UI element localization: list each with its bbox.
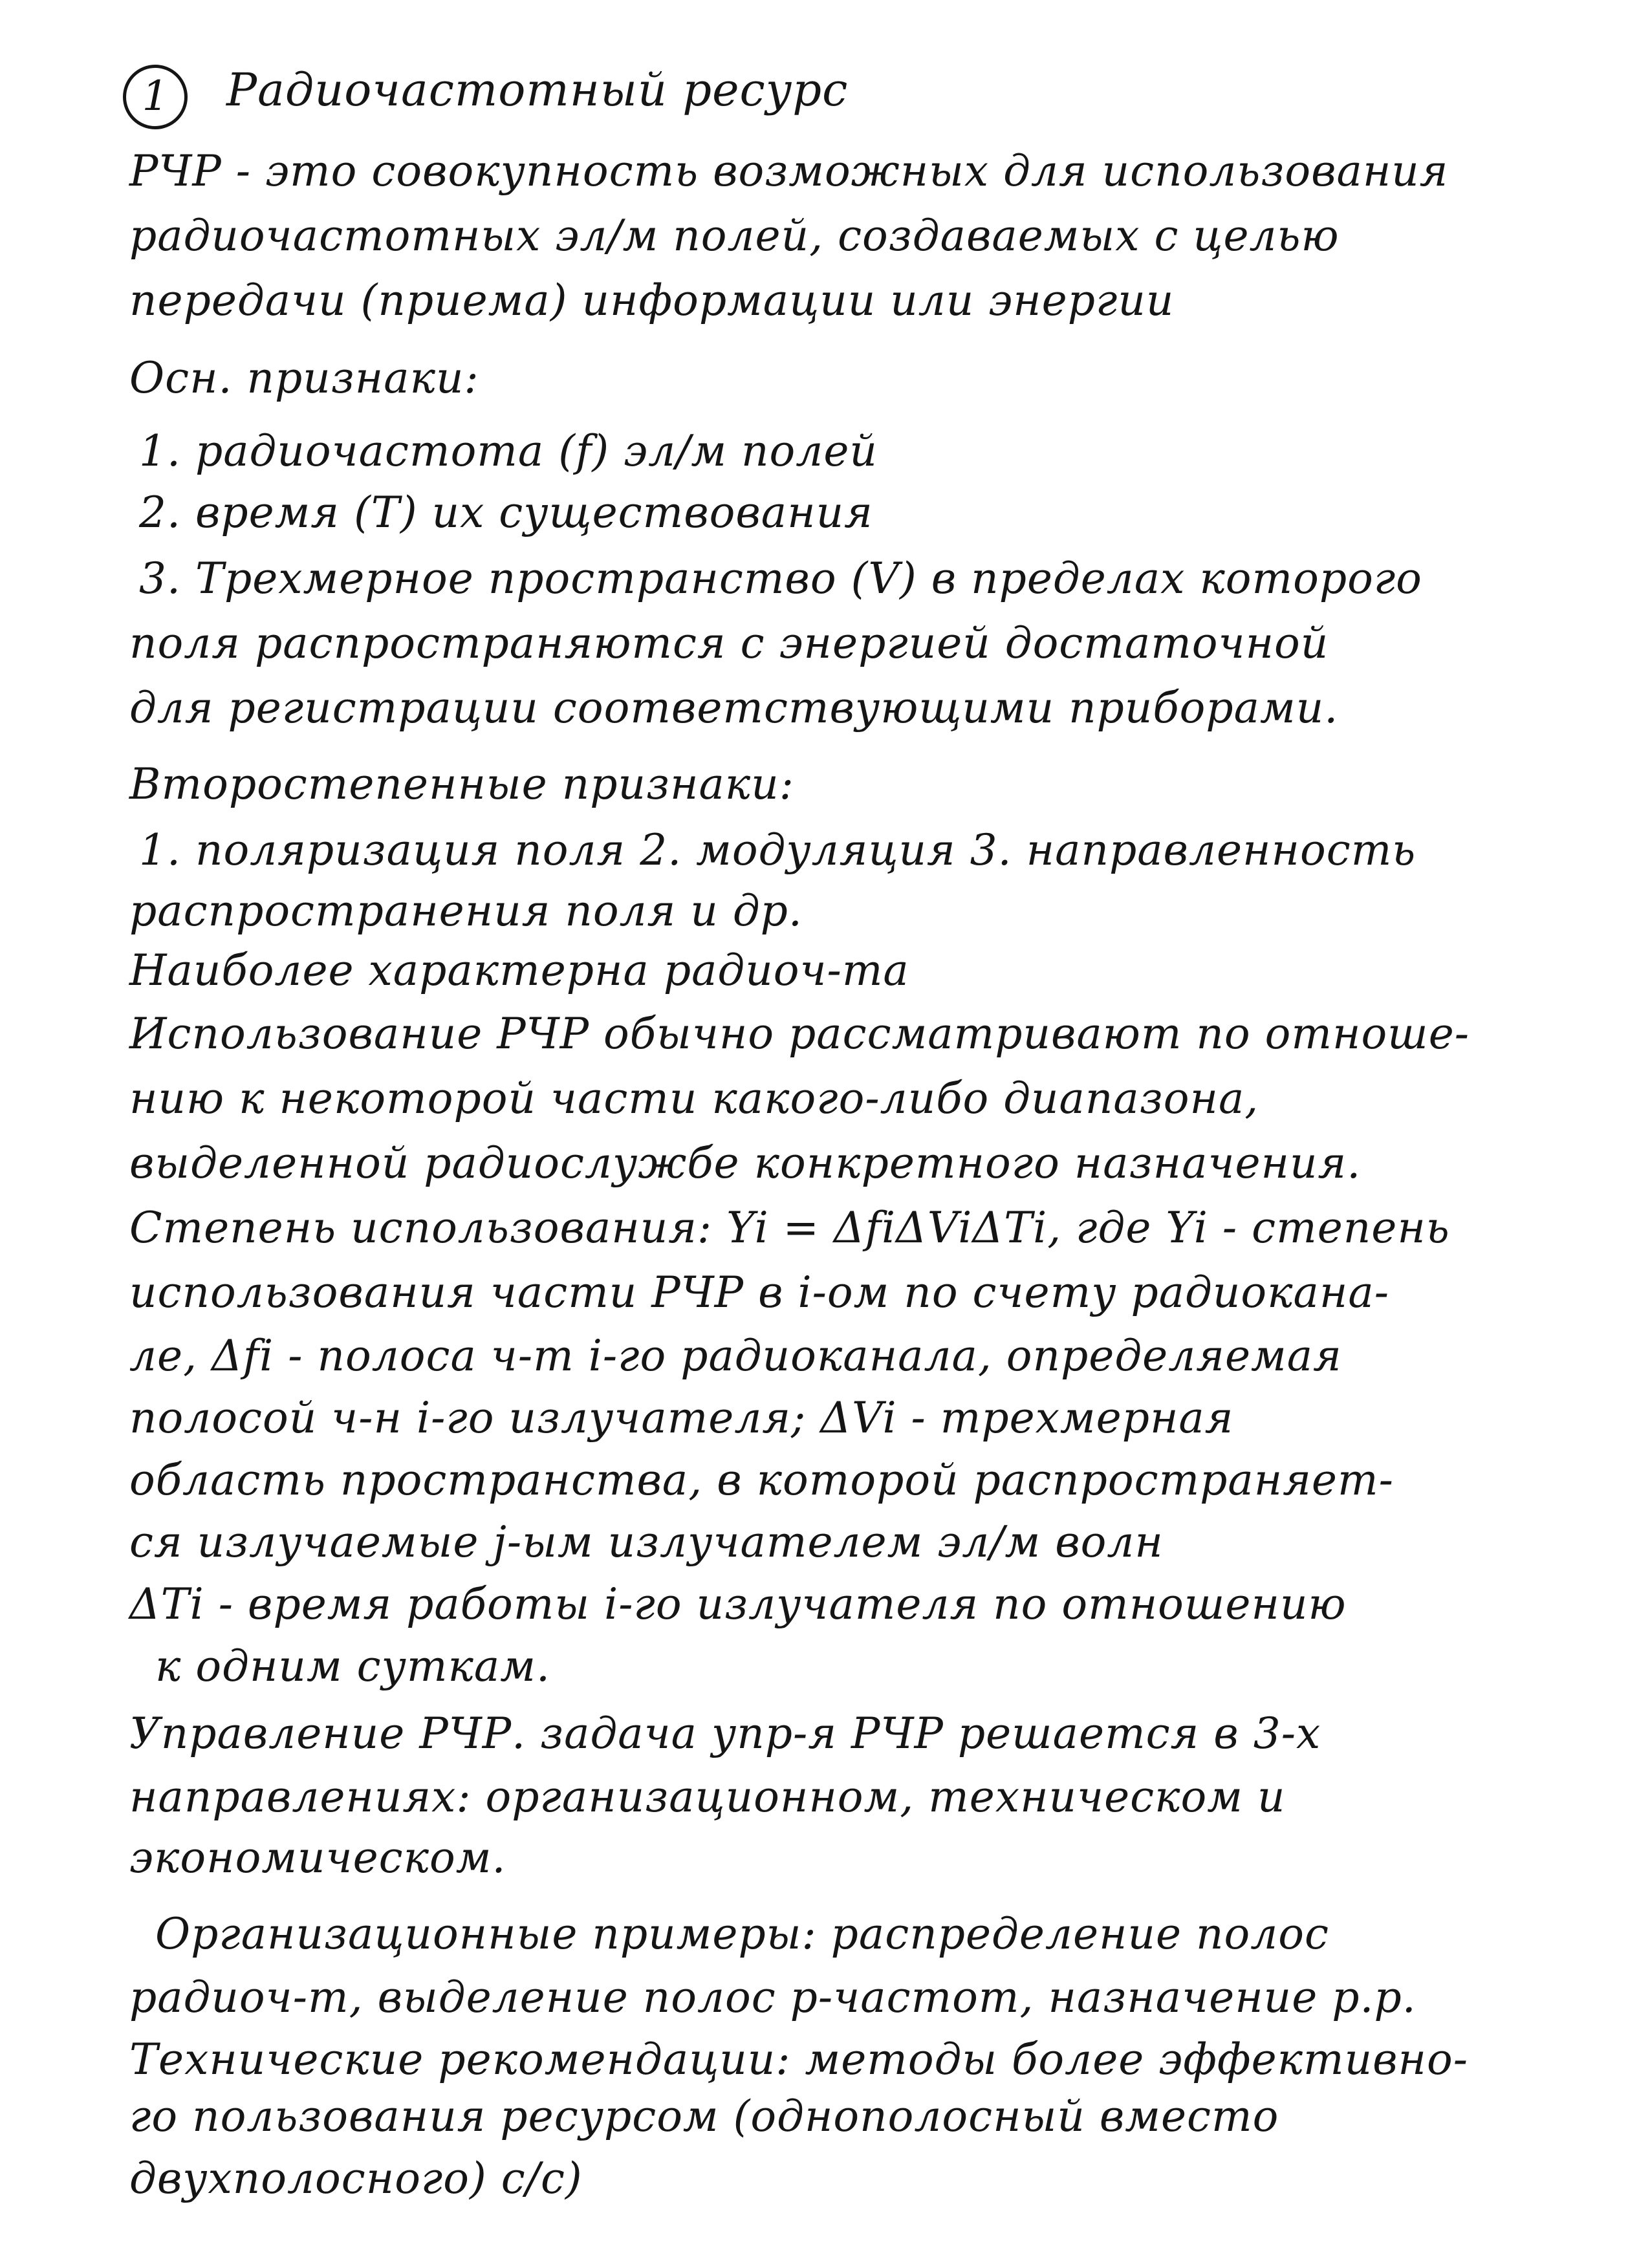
text-line: го пользования ресурсом (однополосный вместо [129, 2091, 1279, 2141]
text-line: полосой ч-н i-го излучателя; ΔVi - трехмерная [129, 1393, 1234, 1443]
page-title: Радиочастотный ресурс [226, 63, 849, 116]
text-line: Осн. признаки: [129, 353, 479, 403]
text-line: использования части РЧР в i-ом по счету радиокана- [129, 1268, 1390, 1317]
text-line: выделенной радиослужбе конкретного назначения. [129, 1138, 1362, 1188]
section-number-circle: 1 [123, 65, 188, 129]
text-line: 2. время (T) их существования [139, 488, 873, 537]
text-line: 1. радиочастота (f) эл/м полей [139, 426, 878, 476]
text-line: ΔTi - время работы i-го излучателя по отношению [129, 1579, 1347, 1629]
text-line: Наиболее характерна радиоч-та [129, 945, 909, 995]
text-line: Степень использования: Yi = ΔfiΔViΔTi, где Yi - степень [129, 1203, 1450, 1253]
text-line: экономическом. [129, 1833, 506, 1883]
text-line: поля распространяются с энергией достаточной [129, 618, 1329, 668]
text-line: радиочастотных эл/м полей, создаваемых с целью [129, 211, 1340, 261]
text-line: 3. Трехмерное пространство (V) в пределах которого [139, 554, 1422, 603]
text-line: 1. поляризация поля 2. модуляция 3. направленность [139, 825, 1416, 875]
text-line: направлениях: организационном, техническом и [129, 1772, 1286, 1822]
text-line: РЧР - это совокупность возможных для использования [129, 146, 1449, 196]
text-line: радиоч-т, выделение полос р-частот, назначение р.р. [129, 1972, 1416, 2022]
text-line: распространения поля и др. [129, 886, 803, 936]
text-line: ся излучаемые j-ым излучателем эл/м волн [129, 1517, 1164, 1567]
text-line: Второстепенные признаки: [129, 759, 794, 809]
text-line: для регистрации соответствующими приборами. [129, 683, 1339, 733]
text-line: Организационные примеры: распределение полос [155, 1909, 1330, 1959]
text-line: Управление РЧР. задача упр-я РЧР решается в 3-х [129, 1709, 1321, 1758]
text-line: область пространства, в которой распространяет- [129, 1455, 1394, 1505]
text-line: Использование РЧР обычно рассматривают по отноше- [129, 1009, 1470, 1059]
text-line: нию к некоторой части какого-либо диапазона, [129, 1074, 1259, 1123]
text-line: ле, Δfi - полоса ч-т i-го радиоканала, определяемая [129, 1331, 1342, 1381]
text-line: Технические рекомендации: методы более эффективно- [129, 2035, 1469, 2084]
text-line: к одним суткам. [155, 1641, 550, 1691]
text-line: передачи (приема) информации или энергии [129, 275, 1175, 325]
text-line: двухполосного) с/с) [129, 2154, 583, 2203]
